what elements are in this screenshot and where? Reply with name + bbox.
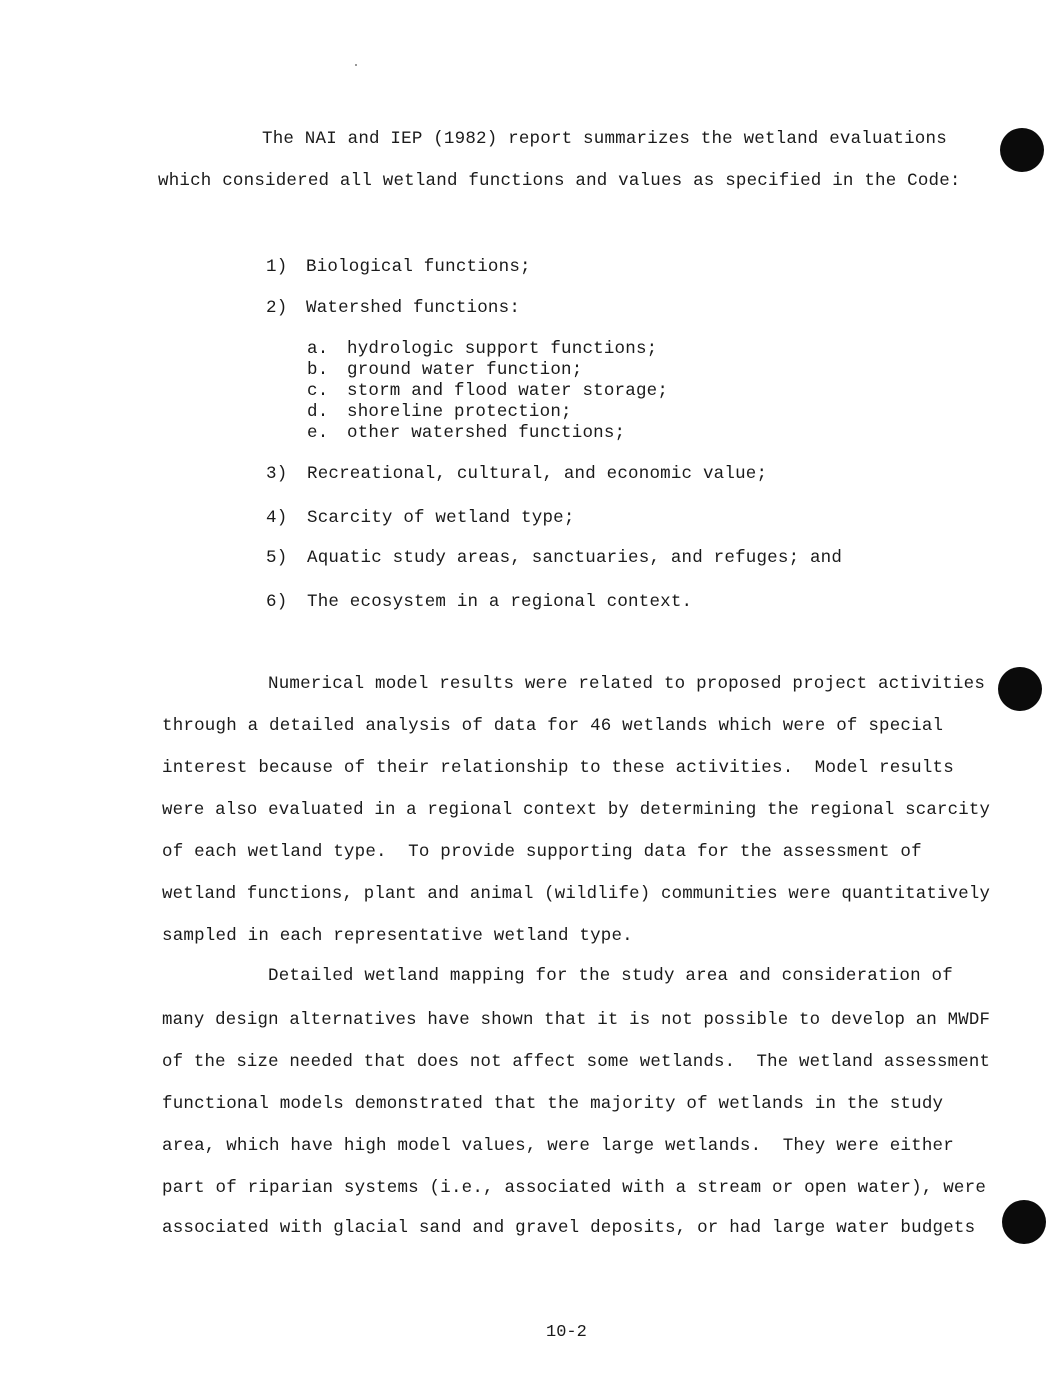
para2-line-3: of the size needed that does not affect some wetlands. The wetland assessment	[162, 1052, 991, 1072]
para1-line-7: sampled in each representative wetland type.	[162, 926, 633, 946]
sublist-item-a: hydrologic support functions;	[347, 339, 658, 359]
para1-line-4: were also evaluated in a regional context by determining the regional scarcity	[162, 800, 991, 820]
sublist-item-c: storm and flood water storage;	[347, 381, 669, 401]
sublist-letter-b: b.	[307, 360, 329, 380]
para2-line-4: functional models demonstrated that the majority of wetlands in the study	[162, 1094, 944, 1114]
punch-hole-middle	[998, 667, 1042, 711]
page-number: 10-2	[546, 1323, 587, 1342]
sublist-item-e: other watershed functions;	[347, 423, 626, 443]
punch-hole-top	[1000, 128, 1044, 172]
intro-line-1: The NAI and IEP (1982) report summarizes the wetland evaluations	[262, 129, 947, 149]
scan-speck	[355, 64, 357, 66]
list-number-3: 3)	[266, 464, 288, 484]
para1-line-2: through a detailed analysis of data for 46 wetlands which were of special	[162, 716, 944, 736]
list-item-4: Scarcity of wetland type;	[307, 508, 575, 528]
para1-line-3: interest because of their relationship to these activities. Model results	[162, 758, 954, 778]
list-number-6: 6)	[266, 592, 288, 612]
para1-line-6: wetland functions, plant and animal (wildlife) communities were quantitatively	[162, 884, 991, 904]
para2-line-6: part of riparian systems (i.e., associated with a stream or open water), were	[162, 1178, 987, 1198]
sublist-letter-d: d.	[307, 402, 329, 422]
list-item-2: Watershed functions:	[306, 298, 521, 318]
sublist-letter-e: e.	[307, 423, 329, 443]
sublist-letter-c: c.	[307, 381, 329, 401]
list-number-4: 4)	[266, 508, 288, 528]
list-item-5: Aquatic study areas, sanctuaries, and refuges; and	[307, 548, 843, 568]
list-item-6: The ecosystem in a regional context.	[307, 592, 693, 612]
list-item-1: Biological functions;	[306, 257, 531, 277]
para1-line-5: of each wetland type. To provide supporting data for the assessment of	[162, 842, 922, 862]
sublist-item-d: shoreline protection;	[347, 402, 572, 422]
list-number-1: 1)	[266, 257, 288, 277]
para2-line-1: Detailed wetland mapping for the study area and consideration of	[268, 966, 953, 986]
para2-line-5: area, which have high model values, were large wetlands. They were either	[162, 1136, 954, 1156]
list-number-5: 5)	[266, 548, 288, 568]
para2-line-2: many design alternatives have shown that it is not possible to develop an MWDF	[162, 1010, 991, 1030]
sublist-item-b: ground water function;	[347, 360, 583, 380]
para1-line-1: Numerical model results were related to proposed project activities	[268, 674, 986, 694]
list-number-2: 2)	[266, 298, 288, 318]
list-item-3: Recreational, cultural, and economic value;	[307, 464, 768, 484]
intro-line-2: which considered all wetland functions and values as specified in the Code:	[158, 171, 961, 191]
para2-line-7: associated with glacial sand and gravel deposits, or had large water budgets	[162, 1218, 976, 1238]
punch-hole-bottom	[1002, 1200, 1046, 1244]
sublist-letter-a: a.	[307, 339, 329, 359]
